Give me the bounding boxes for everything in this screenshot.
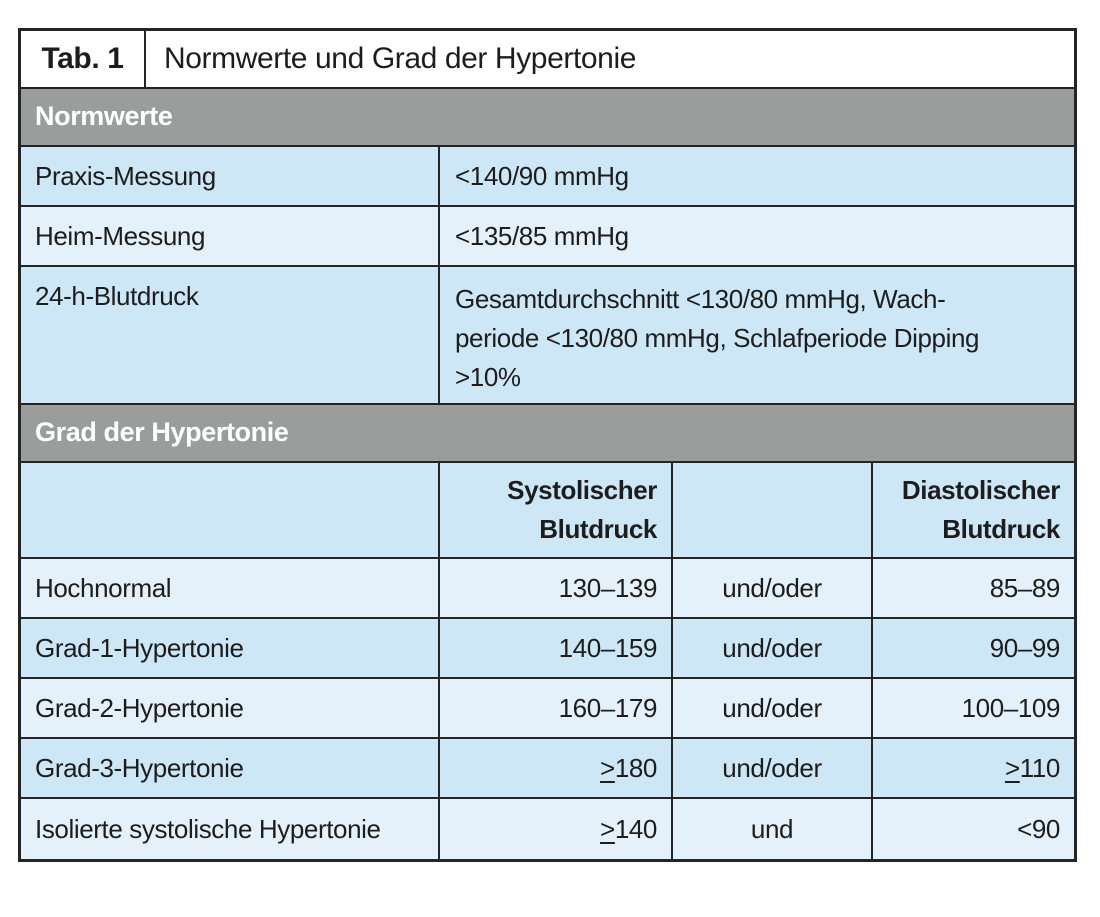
table-row [21,739,1074,799]
col-header-conjunction [673,463,873,557]
row-label: Hochnormal [21,559,440,617]
table-caption-row [21,31,1074,89]
table-number-label: Tab. 1 [21,31,146,87]
col-header-empty [21,463,440,557]
row-label: 24-h-Blutdruck [21,267,440,403]
column-header-row [21,463,1074,559]
section-header-label: Grad der Hypertonie [35,417,289,448]
cell-diastolic: 100–109 [873,679,1074,737]
row-label: Isolierte systolische Hypertonie [21,799,440,859]
cell-conjunction: und/oder [673,619,873,677]
table-row [21,679,1074,739]
cell-conjunction: und/oder [673,739,873,797]
section-header-label: Normwerte [35,101,173,132]
row-label: Heim-Messung [21,207,440,265]
cell-conjunction: und/oder [673,679,873,737]
table-row [21,619,1074,679]
table-row [21,207,1074,267]
cell-systolic: > 140 [440,799,673,859]
col-header-diastolic: Diastolischer Blutdruck [873,463,1074,557]
table-row [21,559,1074,619]
table-row [21,799,1074,859]
row-label: Grad-2-Hypertonie [21,679,440,737]
row-value: <135/85 mmHg [440,207,1074,265]
cell-conjunction: und [673,799,873,859]
table-row [21,147,1074,207]
row-label: Grad-3-Hypertonie [21,739,440,797]
cell-systolic: 140–159 [440,619,673,677]
cell-diastolic: 85–89 [873,559,1074,617]
cell-systolic: 130–139 [440,559,673,617]
cell-conjunction: und/oder [673,559,873,617]
cell-systolic: 160–179 [440,679,673,737]
row-value: <140/90 mmHg [440,147,1074,205]
table-tab1 [18,28,1077,862]
cell-diastolic: > 110 [873,739,1074,797]
table-row [21,267,1074,405]
section-header-normwerte [21,89,1074,147]
row-label: Praxis-Messung [21,147,440,205]
cell-diastolic: 90–99 [873,619,1074,677]
row-label: Grad-1-Hypertonie [21,619,440,677]
section-header-grad [21,405,1074,463]
cell-diastolic: <90 [873,799,1074,859]
col-header-systolic: Systolischer Blutdruck [440,463,673,557]
cell-systolic: > 180 [440,739,673,797]
table-title: Normwerte und Grad der Hypertonie [164,42,637,76]
row-value: Gesamtdurchschnitt <130/80 mmHg, Wachperiode <130/80 mmHg, Schlafperiode Dipping >10% [440,267,1074,403]
